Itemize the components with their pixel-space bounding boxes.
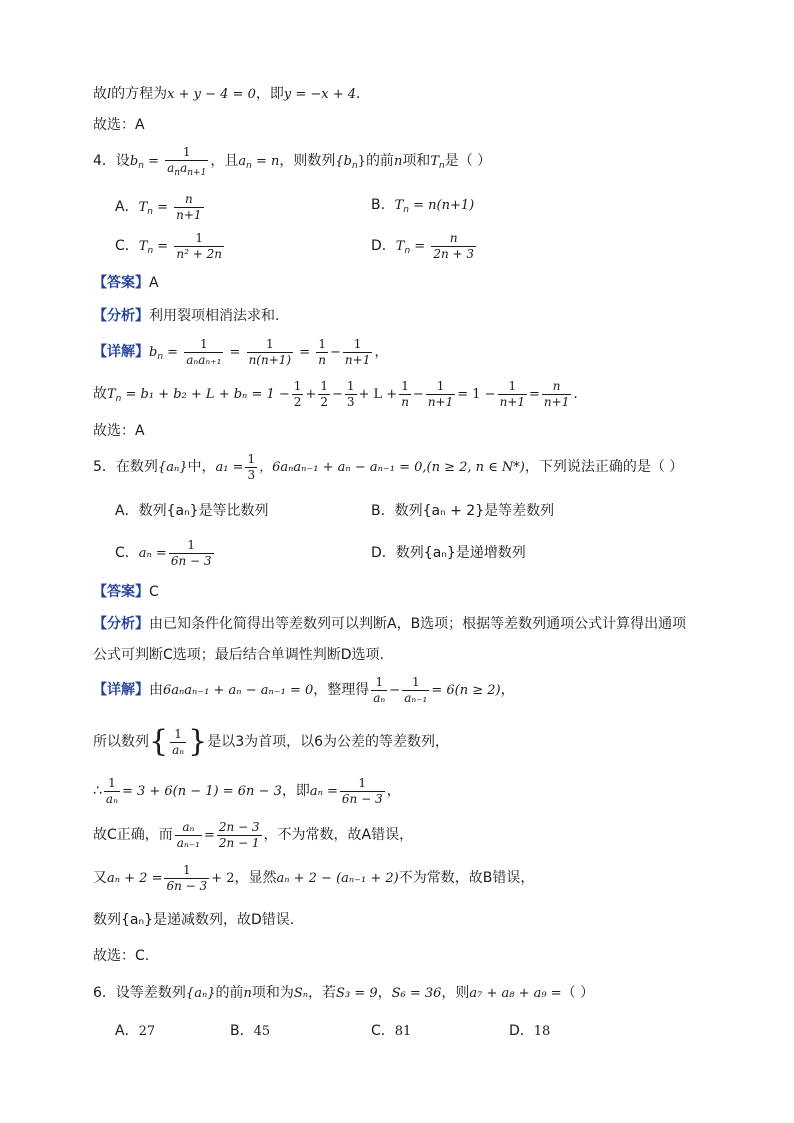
frac-num: 1 [199,336,208,351]
fraction [345,379,357,410]
frac-num: 1 [508,378,517,393]
analysis-5 [93,614,686,634]
text: . [573,386,578,402]
option-label: B． [230,1023,254,1039]
fraction [426,379,455,410]
text: ，若 [308,985,337,1001]
math: } [357,154,366,169]
frac-den: 2 [320,394,328,409]
option-text: 数列{aₙ + 2}是等差数列 [394,503,555,519]
math: a [238,154,247,169]
analysis-tag: 【分析】 [93,308,149,324]
question-number: 6．设等差数列 [93,985,186,1001]
text: 中， [187,459,216,475]
math: aₙ + 2 − (aₙ₋₁ + 2) [276,871,399,886]
analysis-5-cont: 公式可判断C选项；最后结合单调性判断D选项. [93,647,385,663]
math: Sₙ [293,986,309,1001]
frac-num: 1 [318,336,326,351]
answer-tag: 【答案】 [93,275,149,291]
option-6c [371,1021,411,1042]
math: a₇ + a₈ + a₉ = [469,986,562,1001]
fraction [292,379,304,410]
frac-num: 1 [187,537,195,552]
option-text: 数列{aₙ}是等比数列 [138,503,269,519]
frac-num: 1 [108,775,116,790]
frac-num: 1 [436,378,445,393]
option-5a [115,501,269,521]
text: 故C正确，而 [93,827,173,843]
frac-num: n [184,191,193,206]
frac-den: a [167,160,175,175]
frac-num: 1 [353,336,362,351]
frac-num: 2n − 3 [218,819,260,834]
frac-den: n+1 [543,394,570,409]
option-5b [371,501,554,521]
math: {b [335,154,352,169]
option-label: D． [509,1023,534,1039]
math: T [138,239,148,254]
math: {aₙ} [185,986,216,1001]
frac-den: a [180,160,188,175]
frac-num: n [449,230,458,245]
frac-num: 1 [320,378,328,393]
math-sub: n [174,167,181,178]
math: − [389,683,401,698]
math: {aₙ} [157,460,188,475]
fraction [104,776,120,807]
text: ， [500,682,515,698]
math: aₙ = [138,546,167,561]
frac-den: aₙ₋₁ [176,835,200,850]
text: 所以数列 [93,734,149,750]
text: 故 [93,86,107,102]
math: aₙ + 2 = [107,871,163,886]
fraction [169,538,214,569]
fraction [318,379,330,410]
frac-den: 3 [247,467,256,482]
frac-den: n+1 [499,394,525,409]
math: = [529,387,540,402]
math: − [330,345,341,360]
text: 由 [149,682,163,698]
option-label: B． [371,503,395,519]
option-4d: D．$T_n$ = $\frac{n}{2n + 3}$ [371,230,475,261]
text: 是（ ） [444,153,492,169]
option-label: C． [371,1023,395,1039]
analysis-text: 利用裂项相消法求和. [149,308,280,324]
fraction [174,192,203,223]
frac-num: 1 [358,775,367,790]
frac-den: 6n − 3 [170,553,212,568]
option-4a: A．$T_n$ = $\frac{n}{n+1}$ [115,191,202,222]
frac-num: 1 [411,674,420,689]
option-6b [230,1021,270,1042]
math: S₃ = 9 [336,986,378,1001]
answer-4 [93,273,159,293]
analysis-tag: 【分析】 [93,616,149,632]
text: ∴ [93,783,102,799]
frac-den: aₙ [373,690,386,705]
text: ，则 [441,985,470,1001]
option-value: 45 [253,1024,271,1039]
frac-num: 1 [346,378,355,393]
fraction [340,776,385,807]
frac-num: 1 [182,144,191,159]
detail-5-ratio [93,818,413,853]
frac-num: 1 [195,230,203,245]
math: n [243,986,252,1001]
text: 又 [93,870,107,886]
frac-den: n [401,394,409,409]
frac-den: aₙaₙ₊₁ [186,352,222,367]
fraction [316,337,328,368]
detail-5-seq: 所以数列{ $\frac{1}{\text{aₙ}}$ }是以3为首项，以6为公差的等差数列， [93,724,450,759]
math: n [393,154,403,169]
text: 的前 [215,985,244,1001]
frac-num: 1 [375,674,384,689]
option-text: 数列{aₙ}是递增数列 [395,545,526,561]
question-4: 4．设$b_n$ = $\frac{1}{a_na_{n+1}}$ ，且$a_n = n$，则数列$\{b_n\}$的前n项和$T_n$是（ ） [93,144,492,178]
answer-value: A [149,275,159,291]
fraction [343,337,372,368]
math: T [138,200,148,215]
question-5 [93,450,683,485]
frac-den: n+1 [427,394,454,409]
analysis-4 [93,306,279,326]
detail-tag: 【详解】 [93,344,149,360]
answer-5 [93,582,159,602]
detail-5-monotone: 数列{aₙ}是递减数列，故D错误. [93,912,295,928]
fraction [175,820,202,851]
frac-den: n [318,352,326,367]
detail-5-general [93,774,401,809]
frac-num: aₙ [182,819,195,834]
frac-num: 1 [183,862,191,877]
answer-tag: 【答案】 [93,584,149,600]
fraction [164,863,209,894]
math: S₆ = 36 [391,986,442,1001]
option-value: 81 [394,1024,412,1039]
frac-den: 2 [293,394,302,409]
text: ，即 [255,86,284,102]
option-label: D． [371,238,396,254]
math-sub: n [351,161,358,171]
math-sub: n+1 [187,167,207,178]
answer-select-5: 故选：C. [93,948,150,964]
text: . [356,86,361,102]
option-5d [371,543,526,563]
math: y = −x + 4 [283,87,357,102]
text: ，整理得 [313,682,370,698]
option-label: A． [115,199,139,215]
option-4c: C．$T_n$ = $\frac{1}{\text{n² + 2n}}$ [115,230,222,261]
option-label: B． [371,197,395,213]
math: T [395,239,405,254]
fraction [431,231,476,262]
question-number: 4．设 [93,153,130,169]
math-sub: n [438,161,445,171]
option-4b: B．$T_n = n(n+1)$ [371,197,475,215]
frac-num: 1 [247,451,256,466]
detail-4: 【详解】$b_n$ = $\frac{1}{\text{aₙaₙ₊₁}}$ = $\frac{1}{n(n+1)}$ = $\frac{1}{n}$ − $\frac{1}{n+1}$ ， [93,336,389,367]
math: ，6aₙaₙ₋₁ + aₙ − aₙ₋₁ = 0,(n ≥ 2, n ∈ N*) [259,460,525,475]
frac-den: 6n − 3 [166,878,208,893]
text: ，下列说法正确的是（ ） [524,459,684,475]
math-sub: n [246,161,252,171]
math: = n(n+1) [413,198,475,213]
text: ，不为常数，故A错误， [263,827,414,843]
math: + L + [358,387,398,402]
line-equation-l [93,84,360,105]
fraction [247,337,294,368]
math: b [129,154,139,169]
math: = 6(n ≥ 2) [431,683,501,698]
frac-num: 1 [174,726,182,741]
frac-num: 1 [401,378,409,393]
frac-den: 2n + 3 [433,246,475,261]
text: ，即 [281,783,310,799]
frac-num: 1 [266,336,274,351]
fraction [170,727,186,758]
frac-num: 1 [293,378,302,393]
analysis-text: 由已知条件化简得出等差数列可以判断A，B选项；根据等差数列通项公式计算得出通项 [149,616,687,632]
math: + 2 [211,871,235,886]
option-label: C． [115,545,139,561]
math: l [107,87,112,102]
frac-num: n [552,378,561,393]
detail-4-sum: 故$T_n = b_1 + b_2 + L + b_n = 1$ − $\frac{1}{2}$ + $\frac{1}{2}$ − $\frac{1}{3}$ + L + $\frac{1}{n}$ − $\frac{1}{n+1}$ = 1 − $\frac{1}{n+1}$ = $\frac{n}{n+1}$ . [93,378,578,409]
fraction [498,379,527,410]
fraction [165,145,208,178]
text: 的方程为 [111,86,168,102]
frac-den: n+1 [344,352,371,367]
frac-den: n² + 2n [176,246,222,261]
frac-den: 2n − 1 [218,835,260,850]
math: T [394,198,404,213]
math: b [149,345,158,360]
option-6a [115,1021,155,1042]
option-label: A． [115,503,139,519]
text: （ ） [561,985,595,1001]
fraction [174,231,224,262]
text: ， [374,344,389,360]
frac-den: 3 [346,394,355,409]
text: ，显然 [234,870,277,886]
text: 项和为 [251,985,294,1001]
math: x + y − 4 = 0 [167,87,256,102]
text: 项和 [402,153,431,169]
fraction [399,379,411,410]
text: ，且 [210,153,239,169]
text: 是以3为首项，以6为公差的等差数列， [207,734,450,750]
text: ， [386,783,401,799]
math: = 1 − [457,387,496,402]
math: = n [251,154,280,169]
option-5c [115,536,216,571]
math: = [203,828,215,843]
fraction [402,675,429,706]
answer-value: C [149,584,159,600]
fraction [371,675,387,706]
math: T [430,154,439,169]
answer-select-4: 故选：A [93,423,145,439]
option-6d [509,1021,550,1042]
frac-den: aₙ [172,742,185,757]
math: = 3 + 6(n − 1) = 6n − 3 [121,784,282,799]
frac-den: n(n+1) [248,352,292,367]
text: 不为常数，故B错误， [398,870,535,886]
text: ，则数列 [279,153,336,169]
option-label: C． [115,238,139,254]
frac-den: aₙ [105,791,118,806]
detail-tag: 【详解】 [93,682,149,698]
math: T [107,387,116,402]
detail-5-plus2 [93,861,534,896]
math: − [331,387,343,402]
answer-select-3: 故选：A [93,117,145,133]
option-label: D． [371,545,396,561]
math: + [305,387,317,402]
text: ， [377,985,392,1001]
text: 故 [93,386,107,402]
math: a₁ = [215,460,244,475]
option-label: A． [115,1023,139,1039]
question-number: 5．在数列 [93,459,158,475]
detail-5 [93,673,515,708]
math: 6aₙaₙ₋₁ + aₙ − aₙ₋₁ = 0 [163,683,314,698]
fraction [542,379,571,410]
option-value: 27 [138,1024,156,1039]
frac-den: 6n − 3 [341,791,383,806]
math: − [412,387,424,402]
fraction [245,452,257,483]
fraction [184,337,223,368]
math: aₙ = [309,784,338,799]
fraction [217,820,262,851]
math-sub: n [138,161,144,171]
text: 的前 [365,153,394,169]
option-value: 18 [533,1024,551,1039]
math: = b₁ + b₂ + L + bₙ = 1 − [121,387,290,402]
frac-den: aₙ₋₁ [404,690,428,705]
question-6 [93,983,594,1004]
frac-den: n+1 [176,207,202,222]
